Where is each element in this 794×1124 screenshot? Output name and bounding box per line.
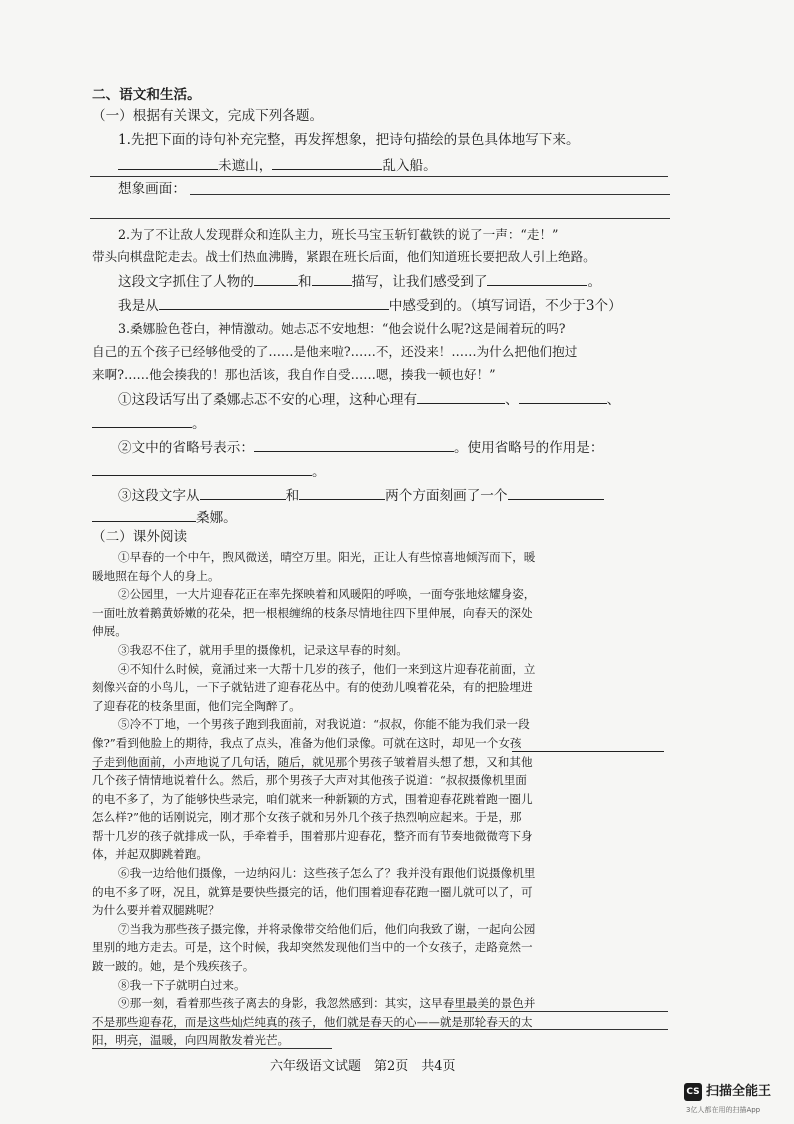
blank[interactable]: [118, 156, 218, 170]
passage-line: 伸展。: [92, 624, 127, 639]
q3-line3: 来啊?……他会揍我的！那也活该，我自作自受……嗯，揍我一顿也好！”: [92, 367, 496, 382]
passage-line: 为什么要并着双腿跳呢？: [92, 903, 220, 918]
blank[interactable]: [254, 438, 454, 452]
q3-text: 。使用省略号的作用是：: [453, 440, 604, 456]
blank[interactable]: [519, 390, 607, 404]
blank[interactable]: [200, 486, 286, 500]
q3-text: ③这段文字从: [118, 488, 200, 504]
passage-line: 的电不多了呀，况且，就算是要快些摄完的话，他们围着迎春花跑一圈儿就可以了，可: [92, 884, 533, 899]
passage-line: 一面吐放着鹅黄娇嫩的花朵，把一根根缠绵的枝条尽情地往四下里伸展，向春天的深处: [92, 605, 533, 620]
q3-text: 桑娜。: [196, 510, 237, 526]
poem-part-b: 乱入船。: [382, 158, 437, 174]
passage-line: ⑨那一刻，看着那些孩子离去的身影，我忽然感到：其实，这早春里最美的景色并: [118, 996, 536, 1011]
blank[interactable]: [254, 272, 298, 286]
poem-part-a: 未遮山，: [218, 158, 273, 174]
passage-line: 暖地照在每个人的身上。: [92, 568, 220, 583]
passage-line: ①早春的一个中午，煦风微送，晴空万里。阳光，正让人有些惊喜地倾泻而下，暖: [118, 550, 536, 564]
q3-text: 、: [606, 392, 621, 408]
passage-line: 像?”看到他脸上的期待，我点了点头，准备为他们录像。可就在这时，却见一个女孩: [92, 735, 522, 750]
passage-line: 刻像兴奋的小鸟儿，一下子就钻进了迎春花丛中。有的使劲儿嗅着花朵，有的把脸埋进: [92, 680, 533, 695]
q3-sub3: [118, 486, 698, 505]
blank[interactable]: [92, 462, 312, 476]
q3-line2: 自己的五个孩子已经够他受的了……是他来啦?……不，还没来！……为什么把他们抱过: [92, 344, 578, 359]
answer-line[interactable]: [90, 176, 668, 177]
passage-line: 帮十几岁的孩子就排成一队，手牵着手，围着那片迎春花，整齐而有节奏地微微弯下身: [92, 828, 533, 843]
q2-text: 。: [587, 274, 602, 290]
page-footer: 六年级语文试题 第2页 共4页: [270, 1059, 456, 1074]
hand-underline: [92, 1048, 332, 1049]
blank[interactable]: [272, 156, 382, 170]
scanner-logo-icon: CS: [684, 1083, 702, 1101]
q3-sub1-cont: [92, 414, 672, 433]
q3-text: 两个方面刻画了一个: [385, 488, 508, 504]
passage-line: 体，并起双脚跳着跑。: [92, 847, 208, 862]
q3-text: ①这段话写出了桑娜忐忑不安的心理，这种心理有: [118, 392, 418, 408]
q3-text: ②文中的省略号表示：: [118, 440, 254, 456]
q3-sub2: [118, 438, 698, 457]
answer-line[interactable]: [190, 194, 670, 195]
blank[interactable]: [487, 272, 587, 286]
q3-sub3-cont: [92, 508, 672, 527]
q1-image-label: 想象画面：: [118, 181, 186, 197]
passage-line: 的电不多了，为了能够快些录完，咱们就来一种新颖的方式，围着迎春花跳着跑一圈儿: [92, 791, 533, 806]
passage-line: 跛一跛的。她，是个残疾孩子。: [92, 959, 255, 974]
q2-text: 中感受到的。（填写词语，不少于3个）: [388, 298, 622, 314]
passage-line: 里别的地方走去。可是，这个时候，我却突然发现他们当中的一个女孩子，走路竟然一: [92, 940, 533, 955]
q2-text: 这段文字抓住了人物的: [118, 274, 254, 290]
q2-line3: [118, 272, 698, 291]
passage-line: ④不知什么时候，竟涌过来一大帮十几岁的孩子，他们一来到这片迎春花前面，立: [118, 661, 536, 676]
blank[interactable]: [417, 390, 505, 404]
q2-line4: [118, 296, 698, 315]
passage-line: ③我忍不住了，就用手里的摄像机，记录这早春的时刻。: [118, 642, 408, 657]
passage-line: 不是那些迎春花，而是这些灿烂纯真的孩子，他们就是春天的心——就是那轮春天的太: [92, 1014, 533, 1029]
q1-prompt: 1.先把下面的诗句补充完整，再发挥想象，把诗句描绘的景色具体地写下来。: [118, 132, 580, 148]
hand-underline: [512, 751, 664, 752]
q3-text: 。: [192, 416, 206, 432]
blank[interactable]: [312, 272, 352, 286]
blank[interactable]: [92, 414, 192, 428]
q2-text: 和: [297, 274, 312, 290]
blank[interactable]: [508, 486, 604, 500]
q2-text: 我是从: [118, 298, 159, 314]
passage-line: ⑤冷不丁地，一个男孩子跑到我面前，对我说道：“叔叔，你能不能为我们录一段: [118, 717, 530, 732]
blank[interactable]: [159, 296, 389, 310]
hand-underline: [92, 769, 348, 770]
passage-line: ⑧我一下子就明白过来。: [118, 977, 246, 992]
q1-poem-line: [118, 156, 698, 175]
q3-text: 和: [285, 488, 300, 504]
blank[interactable]: [299, 486, 385, 500]
passage-line: ⑦当我为那些孩子摄完像，并将录像带交给他们后，他们向我致了谢，一起向公园: [118, 921, 536, 936]
passage-line: 了迎春花的枝条里面，他们完全陶醉了。: [92, 698, 301, 713]
q2-text: 描写，让我们感受到了: [351, 274, 488, 290]
answer-line[interactable]: [90, 218, 670, 219]
scanner-tagline: 3亿人都在用的扫描App: [686, 1106, 761, 1114]
passage-line: 怎么样?”他的话刚说完，刚才那个女孩子就和另外几个孩子热烈响应起来。于是，那: [92, 810, 522, 825]
hand-underline: [92, 1029, 668, 1030]
part1-heading: （一）根据有关课文，完成下列各题。: [92, 108, 324, 124]
part2-heading: （二）课外阅读: [92, 529, 188, 545]
section-title: 二、语文和生活。: [92, 87, 201, 103]
passage-line: ②公园里，一大片迎春花正在率先探映着和风暖阳的呼唤，一面夸张地炫耀身姿，: [118, 587, 536, 602]
q3-text: 、: [505, 392, 519, 408]
q3-sub2-cont: [92, 462, 672, 481]
q2-line2: 带头向棋盘陀走去。战士们热血沸腾，紧跟在班长后面，他们知道班长要把敌人引上绝路。: [92, 249, 596, 264]
scanner-app-name: 扫描全能王: [706, 1084, 772, 1099]
hand-underline: [448, 1011, 668, 1012]
passage-line: 几个孩子情情地说着什么。然后，那个男孩子大声对其他孩子说道：“叔叔摄像机里面: [92, 773, 527, 788]
q3-sub1: [118, 390, 698, 409]
q3-line1: 3.桑娜脸色苍白，神情激动。她忐忑不安地想：“他会说什么呢?这是闹着玩的吗?: [118, 321, 566, 336]
blank[interactable]: [92, 508, 196, 522]
passage-line: ⑥我一边给他们摄像，一边纳闷儿：这些孩子怎么了？我并没有跟他们说摄像机里: [118, 866, 536, 881]
passage-line: 阳，明亮，温暖，向四周散发着光芒。: [92, 1033, 290, 1048]
q2-line1: 2.为了不让敌人发现群众和连队主力，班长马宝玉斩钉截铁的说了一声：“走！”: [118, 227, 559, 242]
q3-text: 。: [312, 464, 326, 480]
scanner-watermark: [684, 1083, 786, 1119]
passage-line: 子走到他面前，小声地说了几句话，随后，就见那个男孩子皱着眉头想了想，又和其他: [92, 754, 533, 769]
